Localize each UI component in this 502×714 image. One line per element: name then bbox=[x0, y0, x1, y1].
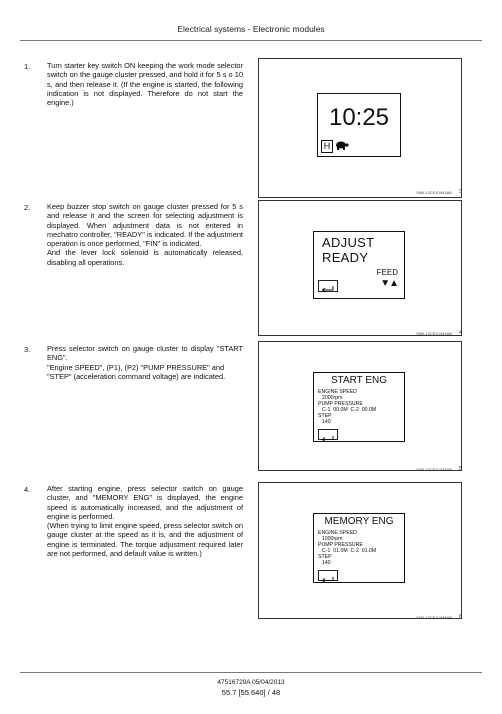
document-code: 47516729A 05/04/2013 bbox=[217, 679, 285, 686]
figure-3-panel bbox=[258, 58, 462, 198]
step-3-paragraph-1: Press selector switch on gauge cluster to display "START ENG". bbox=[47, 344, 243, 363]
step-4-paragraph-2: (When trying to limit engine speed, press selector switch on gauge cluster at the speed as it is, and the adjustment of engine is terminated. The torque adjustment required later are not performed, and default value is written.) bbox=[47, 521, 243, 559]
figure-5-code: SMIL13CEX1945AB bbox=[416, 468, 452, 472]
down-up-arrows-icon: ▼▲ bbox=[380, 278, 398, 289]
step-label: STEP bbox=[318, 413, 332, 419]
header-rule bbox=[20, 40, 482, 41]
step-label: STEP bbox=[318, 554, 332, 560]
return-arrow-icon bbox=[319, 434, 337, 443]
pump-pressure-label: PUMP PRESSURE bbox=[318, 542, 363, 548]
turtle-icon bbox=[335, 140, 349, 151]
start-eng-screen bbox=[313, 372, 405, 442]
step-1-number: 1. bbox=[24, 62, 31, 71]
step-3-paragraph-2: "Engine SPEED", (P1), (P2) "PUMP PRESSURE" and bbox=[47, 362, 225, 372]
return-button bbox=[318, 429, 338, 440]
clock-time: 10:25 bbox=[328, 104, 390, 131]
figure-4-number: 4 bbox=[458, 330, 462, 336]
feed-label: FEED bbox=[376, 268, 398, 277]
step-1-text bbox=[47, 61, 243, 107]
step-2-number: 2. bbox=[24, 203, 31, 212]
figure-3-code: SMIL13CEX1943AB bbox=[416, 191, 452, 195]
step-4-paragraph-1: After starting engine, press selector switch on gauge cluster, and "MEMORY ENG" is displayed, the engine speed is automatically increased, and the adjustment of engine is performed. bbox=[47, 484, 243, 521]
step-value: 140 bbox=[322, 419, 331, 425]
engine-speed-value: 1000rpm bbox=[322, 536, 343, 542]
mode-h-indicator: H bbox=[321, 140, 333, 153]
return-arrow-icon bbox=[319, 284, 337, 294]
figure-6-code: SMIL13CEX1946AB bbox=[416, 616, 452, 620]
page-header: Electrical systems - Electronic modules bbox=[177, 24, 325, 34]
figure-6-number: 6 bbox=[458, 614, 462, 620]
figure-4-panel bbox=[258, 200, 462, 336]
adjust-screen bbox=[313, 231, 405, 299]
figure-3-number: 3 bbox=[458, 189, 462, 195]
step-3-paragraph-3: "STEP" (acceleration command voltage) are indicated. bbox=[47, 371, 226, 381]
step-1-paragraph: Turn starter key switch ON keeping the work mode selector switch on the gauge cluster pressed, and hold it for 5 s o 10 s, and then release it. (If the engine is started, the following indication is not displayed. Therefore do not start the engine.) bbox=[47, 61, 243, 108]
memory-eng-title: MEMORY ENG bbox=[324, 516, 394, 527]
engine-speed-label: ENGINE SPEED bbox=[318, 389, 357, 395]
pump-pressure-label: PUMP PRESSURE bbox=[318, 401, 363, 407]
figure-6-panel bbox=[258, 482, 462, 619]
step-2-text bbox=[47, 202, 243, 267]
figure-4-code: SMIL13CEX1944AB bbox=[416, 332, 452, 336]
step-3-number: 3. bbox=[24, 345, 31, 354]
step-2-paragraph-2: And the lever lock solenoid is automatically released, disabling all operations. bbox=[47, 248, 243, 267]
ready-label: READY bbox=[322, 250, 369, 265]
step-value: 140 bbox=[322, 560, 331, 566]
clock-screen bbox=[317, 93, 401, 157]
step-3-text bbox=[47, 344, 243, 381]
figure-5-number: 5 bbox=[458, 466, 462, 472]
pump-pressure-values: C-1 00.0M C-2 00.0M bbox=[322, 407, 377, 413]
return-arrow-icon bbox=[319, 575, 337, 584]
engine-speed-value: 2000rpm bbox=[322, 395, 343, 401]
start-eng-title: START ENG bbox=[330, 375, 388, 386]
return-button bbox=[318, 570, 338, 581]
pump-pressure-values: C-1 01.0M C-2 01.0M bbox=[322, 548, 377, 554]
step-4-text bbox=[47, 484, 243, 558]
step-2-paragraph-1: Keep buzzer stop switch on gauge cluster pressed for 5 s and release it and the screen for selecting adjustment is displayed. When adjustment data is not entered in mechatro controller, "READY" is indicated. If the adjustment operation is once performed, "FIN" is indicated. bbox=[47, 202, 243, 249]
adjust-label: ADJUST bbox=[322, 235, 375, 250]
figure-5-panel bbox=[258, 341, 462, 471]
step-4-number: 4. bbox=[24, 485, 31, 494]
footer-rule bbox=[20, 672, 482, 673]
memory-eng-screen bbox=[313, 513, 405, 583]
return-button bbox=[318, 280, 338, 292]
engine-speed-label: ENGINE SPEED bbox=[318, 530, 357, 536]
page-number: 55.7 [55.640] / 48 bbox=[221, 688, 281, 697]
